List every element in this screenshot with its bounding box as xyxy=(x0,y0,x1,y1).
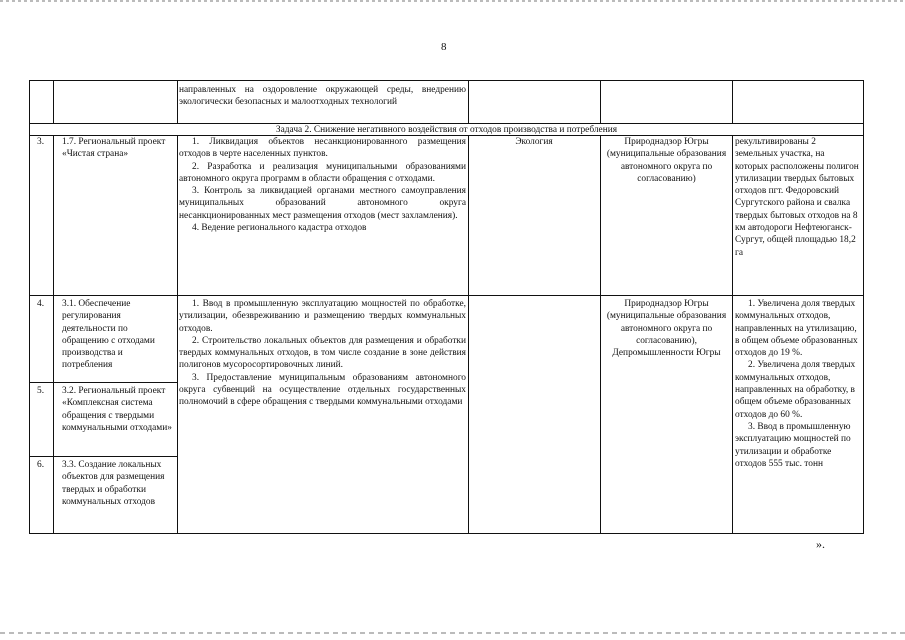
row-3-measure-1: 1. Ликвидация объектов несанкционированного размещения отходов в черте населенных пунктов. xyxy=(179,137,466,160)
continuation-measures-text: направленных на оздоровление окружающей среды, внедрению экологически безопасных и малоотходных технологий xyxy=(179,85,466,108)
row-3-project-name: 1.7. Региональный проект «Чистая страна» xyxy=(62,137,166,160)
row-3-measures xyxy=(179,136,466,234)
row-6-number: 6. xyxy=(37,460,45,470)
group-measure-2: 2. Строительство локальных объектов для размещения и обработки твердых коммунальных отходов, в том числе создание в зоне действия полигонов мусоросортировочных линий. xyxy=(179,335,466,371)
row-6-project-name: 3.3. Создание локальных объектов для размещения твердых и обработки коммунальных отходов xyxy=(62,460,165,507)
scan-edge-top xyxy=(0,0,905,2)
group-result-2: 2. Увеличена доля твердых коммунальных отходов, направленных на обработку, в общем объеме образованных отходов до 60 %. xyxy=(735,360,856,420)
rule-after-executor xyxy=(732,80,733,124)
rule-after-executor-lower xyxy=(732,135,733,534)
rule-after-num-lower xyxy=(53,135,54,534)
row-4-number: 4. xyxy=(37,299,45,309)
continuation-measures-cell xyxy=(179,84,466,109)
group-result-3: 3. Ввод в промышленную эксплуатацию мощностей по утилизации и обработке отходов 555 тыс. тонн xyxy=(735,421,851,469)
page-number: 8 xyxy=(441,41,447,53)
rule-after-num xyxy=(53,80,54,124)
rule-left xyxy=(29,80,30,534)
program-table xyxy=(29,80,864,534)
row-3-result: рекультивированы 2 земельных участка, на которых расположены полигон утилизации твердых бытовых отходов пгт. Федоровский Сургутского района и свалка твердых бытовых отходов на 8 км автодороги Нефтеюганск-Сургут, общей площадью 18,2 га xyxy=(735,137,859,258)
rule-right xyxy=(863,80,864,534)
rule-row3-bottom xyxy=(29,295,864,296)
group-results xyxy=(735,298,859,470)
group-result-1: 1. Увеличена доля твердых коммунальных отходов, направленных на утилизацию, в общем объеме образованных отходов до 19 %. xyxy=(735,299,858,359)
group-measures xyxy=(179,298,466,409)
rule-bottom xyxy=(29,533,864,534)
row-3-number: 3. xyxy=(37,137,45,147)
row-3-executor: Природнадзор Югры (муниципальные образования автономного округа по согласованию) xyxy=(606,137,727,184)
rule-after-measures xyxy=(468,80,469,124)
rule-after-name-lower xyxy=(177,135,178,534)
closing-quote: ». xyxy=(816,537,825,551)
rule-top xyxy=(29,80,864,81)
task-header-text: Задача 2. Снижение негативного воздействия от отходов производства и потребления xyxy=(275,125,618,135)
rule-row4-bottom xyxy=(29,382,178,383)
row-4-project-name: 3.1. Обеспечение регулирования деятельности по обращению с отходами производства и потребления xyxy=(62,299,155,371)
rule-after-program xyxy=(600,80,601,124)
rule-after-measures-lower xyxy=(468,135,469,534)
row-3-program: Экология xyxy=(515,137,553,147)
rule-row5-bottom xyxy=(29,456,178,457)
row-3-measure-3: 3. Контроль за ликвидацией органами местного самоуправления муниципальных образований автономного округа несанкционированных мест размещения отходов (мест захламления). xyxy=(179,186,466,221)
rule-after-program-lower xyxy=(600,135,601,534)
task-header xyxy=(29,124,864,136)
group-executor: Природнадзор Югры (муниципальные образования автономного округа по согласованию), Депромышленности Югры xyxy=(606,299,727,359)
row-5-project-name: 3.2. Региональный проект «Комплексная система обращения с твердыми коммунальными отходами» xyxy=(62,386,172,433)
rule-after-name xyxy=(177,80,178,124)
row-3-measure-4: 4. Ведение регионального кадастра отходов xyxy=(192,223,367,234)
group-measure-1: 1. Ввод в промышленную эксплуатацию мощностей по обработке, утилизации, обезвреживанию и размещению твердых коммунальных отходов. xyxy=(179,299,466,334)
group-measure-3: 3. Предоставление муниципальным образованиям автономного округа субвенций на осуществление отдельных государственных полномочий в сфере обращения с твердыми коммунальными отходами xyxy=(179,372,466,408)
scan-edge-bottom xyxy=(0,632,905,634)
row-5-number: 5. xyxy=(37,386,45,396)
row-3-measure-2: 2. Разработка и реализация муниципальными образованиями автономного округа программ в области обращения с отходами. xyxy=(179,161,466,184)
